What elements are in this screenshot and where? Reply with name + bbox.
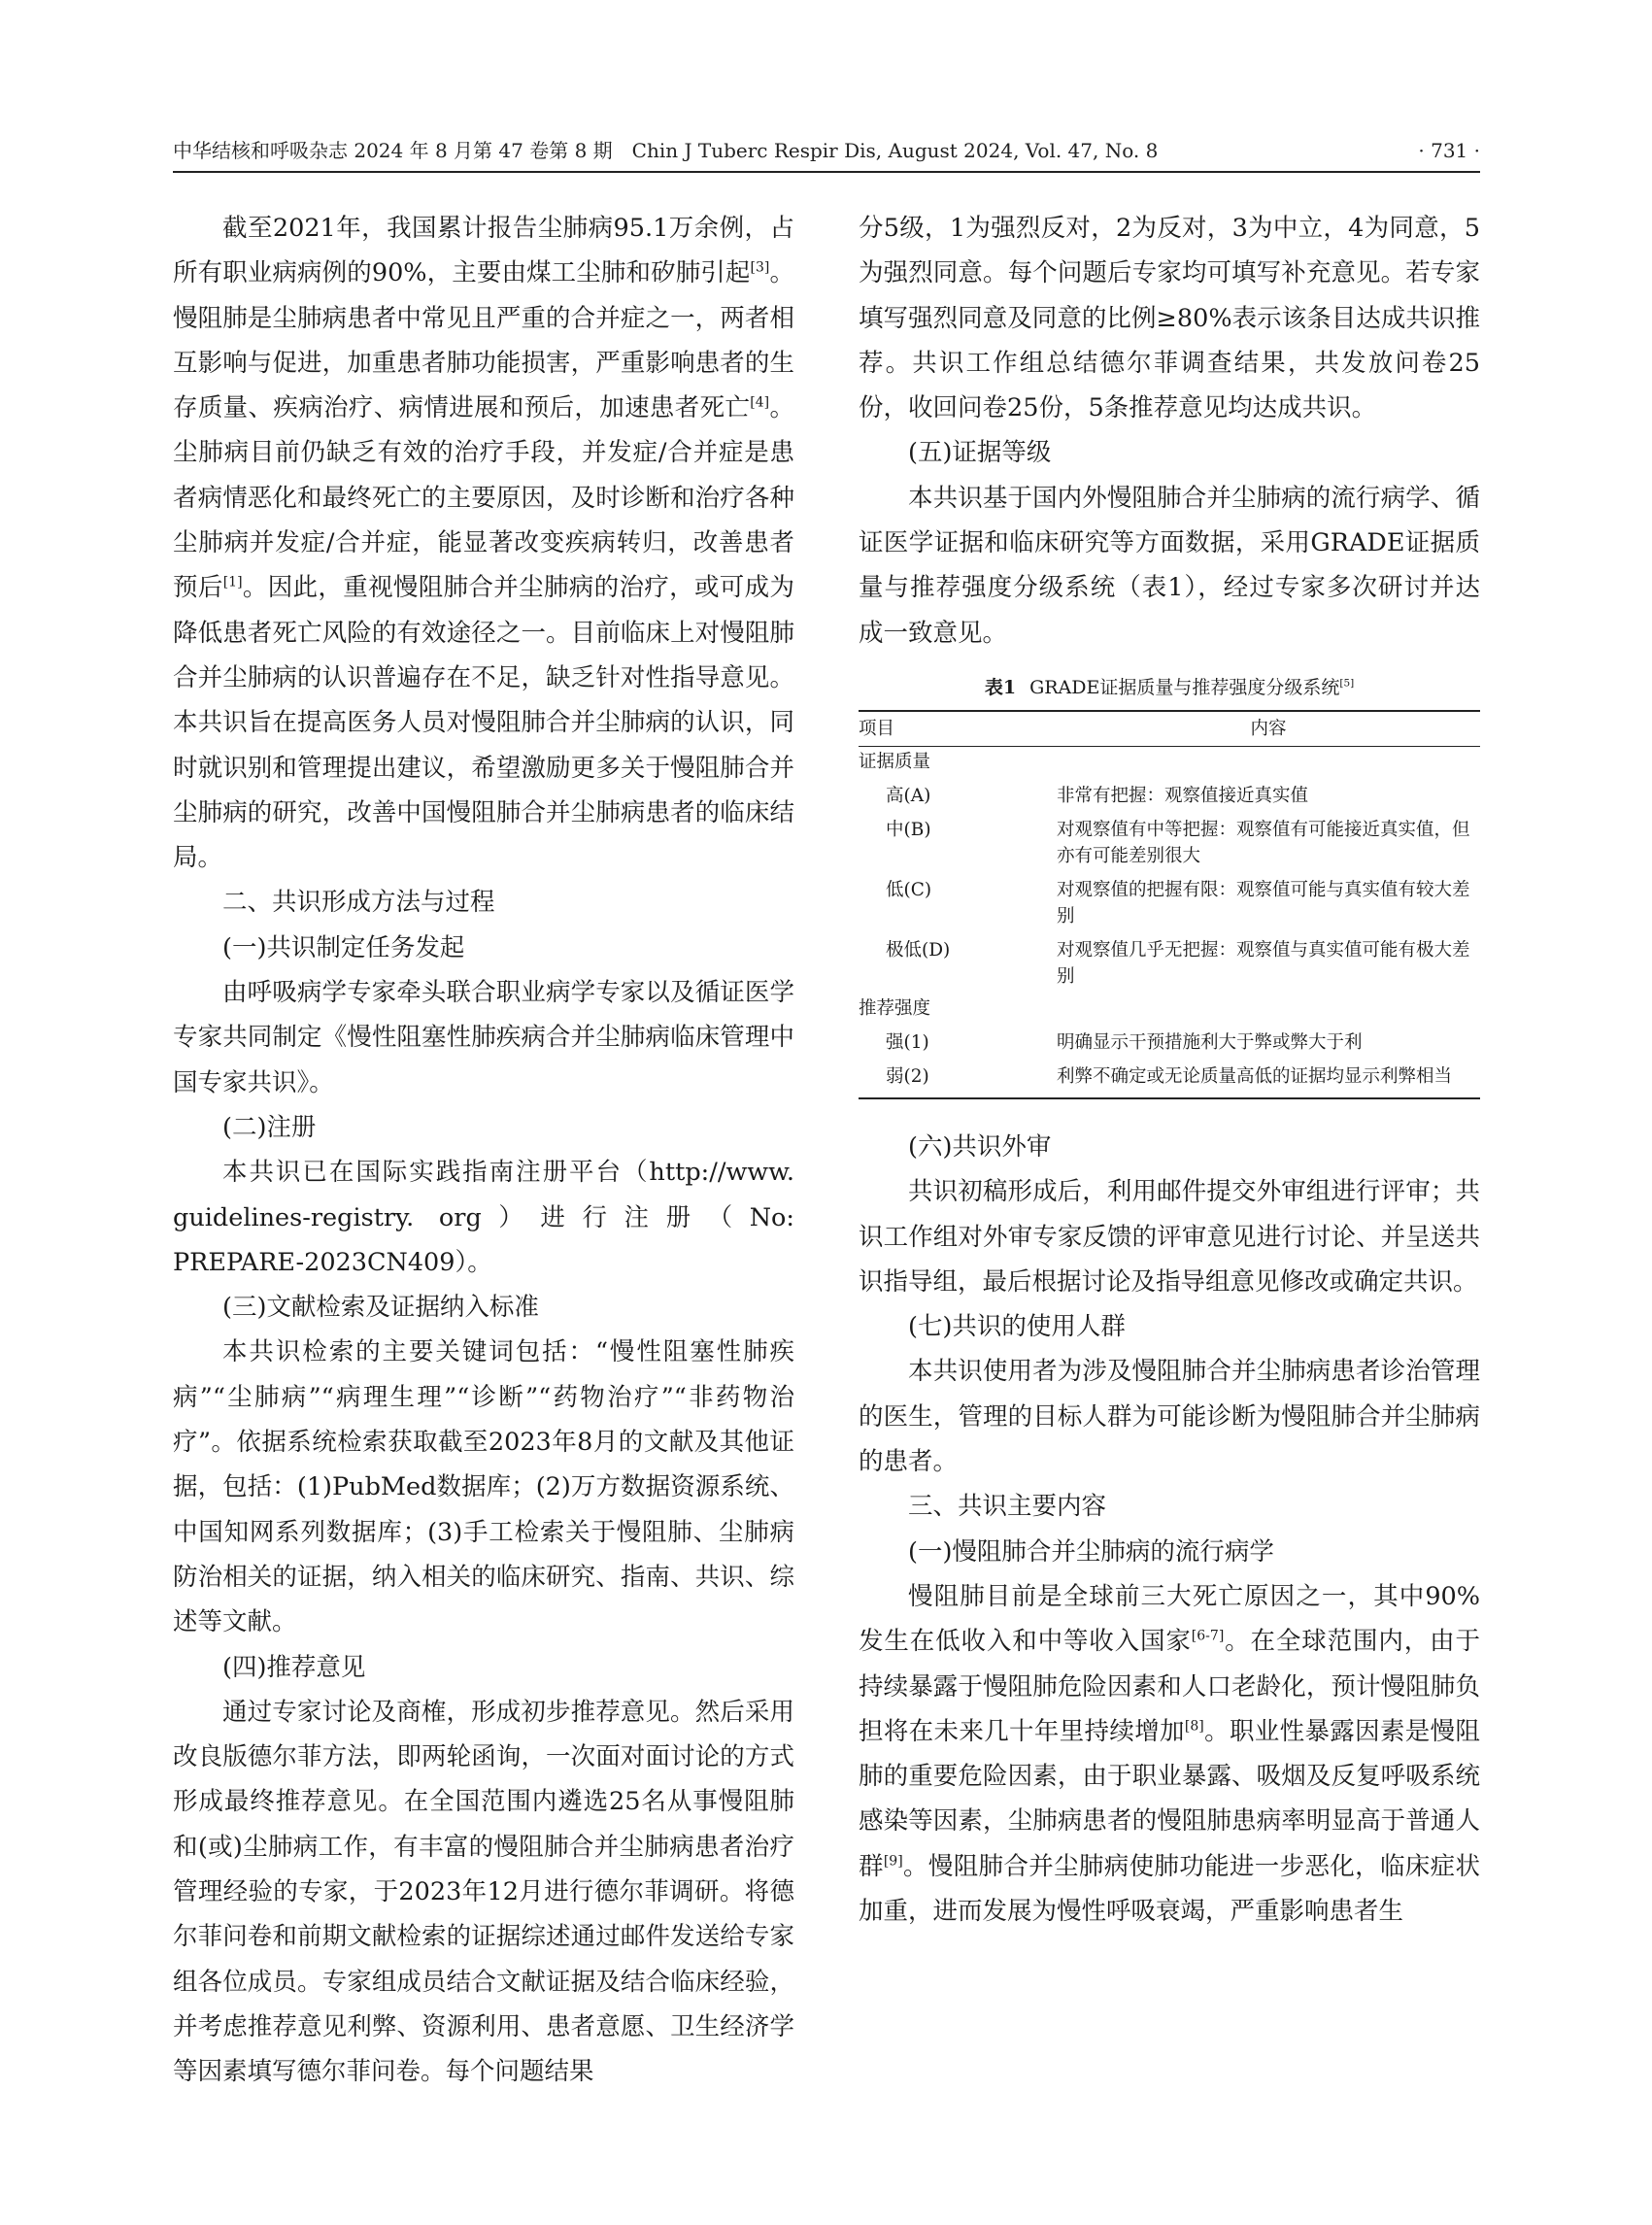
table-row	[859, 779, 1480, 813]
header-divider	[173, 171, 1480, 173]
paragraph: 通过专家讨论及商榷，形成初步推荐意见。然后采用改良版德尔菲方法，即两轮函询，一次面对面讨论的方式形成最终推荐意见。在全国范围内遴选25名从事慢阻肺和(或)尘肺病工作，有丰富的慢阻肺合并尘肺病患者治疗管理经验的专家，于2023年12月进行德尔菲调研。将德尔菲问卷和前期文献检索的证据综述通过邮件发送给专家组各位成员。专家组成员结合文献证据及结合临床经验，并考虑推荐意见利弊、资源利用、患者意愿、卫生经济学等因素填写德尔菲问卷。每个问题结果	[173, 1697, 794, 2087]
row-content: 对观察值的把握有限：观察值可能与真实值有较大差别	[1057, 879, 1470, 927]
paragraph-continued: 分5级，1为强烈反对，2为反对，3为中立，4为同意，5为强烈同意。每个问题后专家均可填写补充意见。若专家填写强烈同意及同意的比例≥80%表示该条目达成共识推荐。共识工作组总结德尔菲调查结果，共发放问卷25份，收回问卷25份，5条推荐意见均达成共识。	[859, 214, 1480, 423]
right-column	[859, 206, 1480, 1934]
row-label: 强(1)	[886, 1031, 929, 1053]
row-label: 低(C)	[886, 879, 932, 900]
subsection-heading: (六)共识外审	[908, 1131, 1052, 1162]
row-label: 极低(D)	[886, 939, 951, 961]
citation-ref: [1]	[222, 574, 243, 590]
subsection-heading: (七)共识的使用人群	[908, 1312, 1126, 1342]
table-row	[859, 873, 1480, 933]
citation-ref: [3]	[750, 259, 770, 276]
row-label: 弱(2)	[859, 1060, 1057, 1098]
table-row	[859, 1060, 1480, 1098]
subsection-heading: (一)共识制定任务发起	[222, 932, 465, 962]
row-label: 中(B)	[886, 819, 931, 840]
section-heading: 三、共识主要内容	[908, 1492, 1107, 1522]
subsection-heading: (三)文献检索及证据纳入标准	[222, 1293, 539, 1323]
text-run: 截至2021年，我国累计报告尘肺病95.1万余例，占所有职业病病例的90%，主要由煤工尘肺和矽肺引起	[173, 214, 794, 288]
row-content: 对观察值有中等把握：观察值有可能接近真实值，但亦有可能差别很大	[1057, 819, 1470, 866]
text-run: 。职业性暴露因素是慢阻肺的重要危险因素，由于职业暴露、吸烟及反复呼吸系统感染等因素，尘肺病患者的慢阻肺患病率明显高于普通人群	[859, 1716, 1480, 1881]
page-number: · 731 ·	[1418, 139, 1480, 162]
paragraph: 由呼吸病学专家牵头联合职业病学专家以及循证医学专家共同制定《慢性阻塞性肺疾病合并尘肺病临床管理中国专家共识》。	[173, 978, 794, 1097]
table-header-row	[859, 711, 1480, 747]
row-content: 对观察值几乎无把握：观察值与真实值可能有极大差别	[1057, 939, 1470, 987]
row-content: 非常有把握：观察值接近真实值	[1057, 785, 1309, 806]
text-run: 。尘肺病目前仍缺乏有效的治疗手段，并发症/合并症是患者病情恶化和最终死亡的主要原因，及时诊断和治疗各种尘肺病并发症/合并症，能显著改变疾病转归，改善患者预后	[173, 393, 794, 603]
paragraph: 本共识使用者为涉及慢阻肺合并尘肺病患者诊治管理的医生，管理的目标人群为可能诊断为慢阻肺合并尘肺病的患者。	[859, 1357, 1480, 1477]
table-row	[859, 933, 1480, 994]
citation-ref: [6-7]	[1191, 1628, 1225, 1644]
row-content: 明确显示干预措施利大于弊或弊大于利	[1057, 1031, 1363, 1053]
paragraph: 本共识基于国内外慢阻肺合并尘肺病的流行病学、循证医学证据和临床研究等方面数据，采用GRADE证据质量与推荐强度分级系统（表1），经过专家多次研讨并达成一致意见。	[859, 483, 1480, 648]
journal-citation: 中华结核和呼吸杂志 2024 年 8 月第 47 卷第 8 期 Chin J Tuberc Respir Dis, August 2024, Vol. 47, No. 8	[173, 139, 1159, 162]
subsection-heading: (一)慢阻肺合并尘肺病的流行病学	[908, 1536, 1274, 1567]
left-column	[173, 206, 794, 2094]
text-run: 。慢阻肺合并尘肺病使肺功能进一步恶化，临床症状加重，进而发展为慢性呼吸衰竭，严重影响患者生	[859, 1851, 1480, 1927]
table-row	[859, 813, 1480, 873]
column-header: 内容	[1057, 711, 1480, 747]
citation-ref: [5]	[1339, 677, 1355, 690]
text-run: 。在全球范围内，由于持续暴露于慢阻肺危险因素和人口老龄化，预计慢阻肺负担将在未来几十年里持续增加	[859, 1627, 1480, 1746]
citation-ref: [4]	[750, 394, 770, 411]
subsection-heading: (四)推荐意见	[222, 1652, 366, 1682]
row-label: 高(A)	[886, 785, 931, 806]
paragraph: 共识初稿形成后，利用邮件提交外审组进行评审；共识工作组对外审专家反馈的评审意见进行讨论、并呈送共识指导组，最后根据讨论及指导组意见修改或确定共识。	[859, 1177, 1480, 1297]
paragraph: 本共识检索的主要关键词包括：“慢性阻塞性肺疾病”“尘肺病”“病理生理”“诊断”“药物治疗”“非药物治疗”。依据系统检索获取截至2023年8月的文献及其他证据，包括：(1)PubMed数据库；(2)万方数据资源系统、中国知网系列数据库；(3)手工检索关于慢阻肺、尘肺病防治相关的证据，纳入相关的临床研究、指南、共识、综述等文献。	[173, 1337, 794, 1637]
section-heading: 二、共识形成方法与过程	[222, 888, 495, 918]
paragraph: 本共识已在国际实践指南注册平台（http://www. guidelines-registry. org）进行注册（No: PREPARE-2023CN409）。	[173, 1158, 794, 1277]
table-row	[859, 1026, 1480, 1060]
subsection-heading: (二)注册	[222, 1112, 317, 1142]
running-header	[173, 134, 1480, 167]
table-label: 表1	[984, 676, 1017, 698]
group-label: 证据质量	[859, 751, 931, 772]
citation-ref: [9]	[883, 1853, 903, 1870]
grade-table-block	[859, 673, 1480, 1099]
column-header: 项目	[859, 711, 1057, 747]
citation-ref: [8]	[1184, 1718, 1204, 1735]
row-content: 利弊不确定或无论质量高低的证据均显示利弊相当	[1057, 1060, 1480, 1098]
subsection-heading: (五)证据等级	[908, 438, 1052, 468]
text-run: 。因此，重视慢阻肺合并尘肺病的治疗，或可成为降低患者死亡风险的有效途径之一。目前临床上对慢阻肺合并尘肺病的认识普遍存在不足，缺乏针对性指导意见。本共识旨在提高医务人员对慢阻肺合并尘肺病的认识，同时就识别和管理提出建议，希望激励更多关于慢阻肺合并尘肺病的研究，改善中国慢阻肺合并尘肺病患者的临床结局。	[173, 573, 794, 873]
group-label: 推荐强度	[859, 997, 931, 1019]
table-title: GRADE证据质量与推荐强度分级系统	[1029, 676, 1340, 698]
text-run: 。慢阻肺是尘肺病患者中常见且严重的合并症之一，两者相互影响与促进，加重患者肺功能损害，严重影响患者的生存质量、疾病治疗、病情进展和预后，加速患者死亡	[173, 258, 794, 423]
table-group-row	[859, 994, 1480, 1026]
grade-table	[859, 710, 1480, 1099]
paragraph	[173, 206, 794, 880]
table-caption	[859, 673, 1480, 702]
table-group-row	[859, 746, 1480, 779]
text-run: 慢阻肺目前是全球前三大死亡原因之一，其中90%发生在低收入和中等收入国家	[859, 1581, 1480, 1657]
paragraph	[859, 1574, 1480, 1934]
